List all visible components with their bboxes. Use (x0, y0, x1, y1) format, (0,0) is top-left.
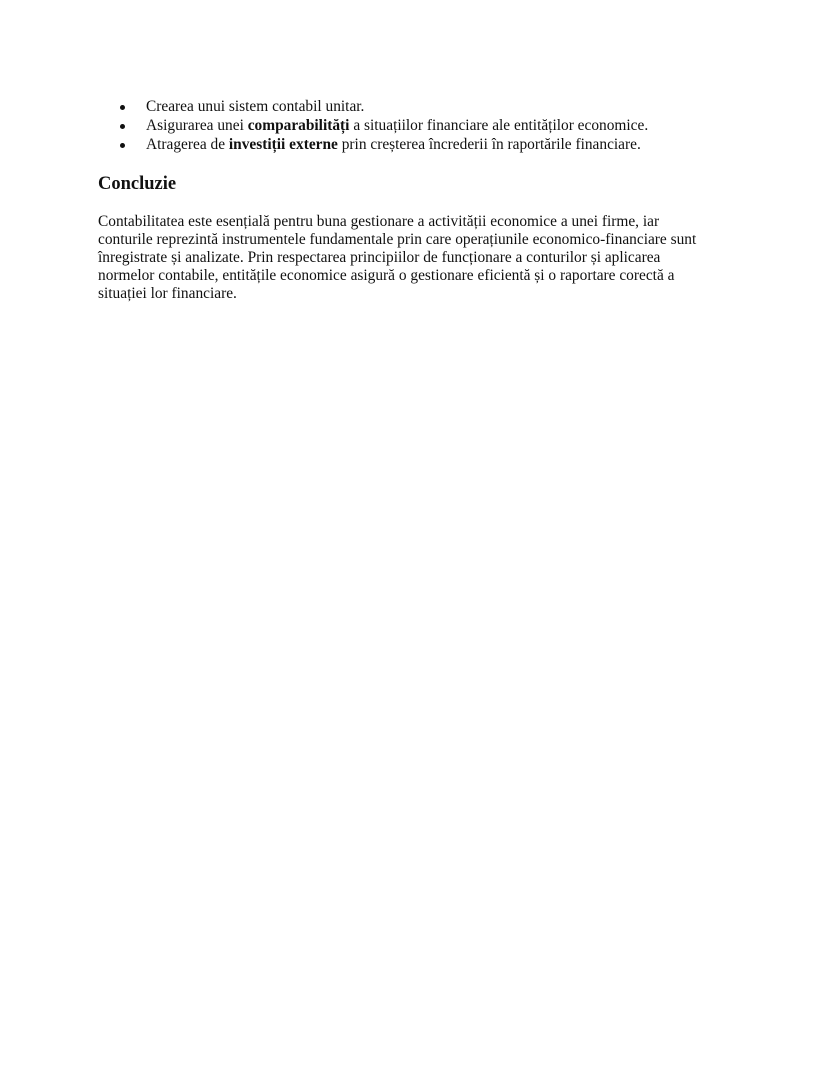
paragraph-line: Contabilitatea este esențială pentru buna gestionare a activității economice a unei firme, iar (98, 213, 660, 230)
paragraph-line: conturile reprezintă instrumentele fundamentale prin care operațiunile economico-financiare sunt (98, 231, 697, 248)
bullet-text-end: a situațiilor financiare ale entităților economice. (349, 117, 649, 134)
paragraph-line: situației lor financiare. (98, 285, 237, 302)
section-heading: Concluzie (98, 174, 177, 194)
bullet-icon (120, 143, 125, 148)
bullet-icon (120, 105, 125, 110)
bullet-bold-text: investiții externe (228, 136, 338, 153)
bullet-text: Asigurarea unei (146, 117, 248, 134)
paragraph-line: normelor contabile, entitățile economice asigură o gestionare eficientă și o raportare corectă a (98, 267, 675, 284)
bullet-list (98, 97, 738, 154)
conclusion-paragraph (98, 213, 738, 303)
bullet-text: Crearea unui sistem contabil unitar. (146, 98, 365, 115)
list-item (98, 97, 738, 116)
bullet-text-end: prin creșterea încrederii în raportările financiare. (337, 136, 641, 153)
list-item (98, 116, 738, 135)
bullet-icon (120, 124, 125, 129)
paragraph-line: înregistrate și analizate. Prin respectarea principiilor de funcționare a conturilor și aplicarea (98, 249, 661, 266)
bullet-bold-text: comparabilități (247, 117, 350, 134)
bullet-text: Atragerea de (146, 136, 229, 153)
list-item (98, 135, 738, 154)
